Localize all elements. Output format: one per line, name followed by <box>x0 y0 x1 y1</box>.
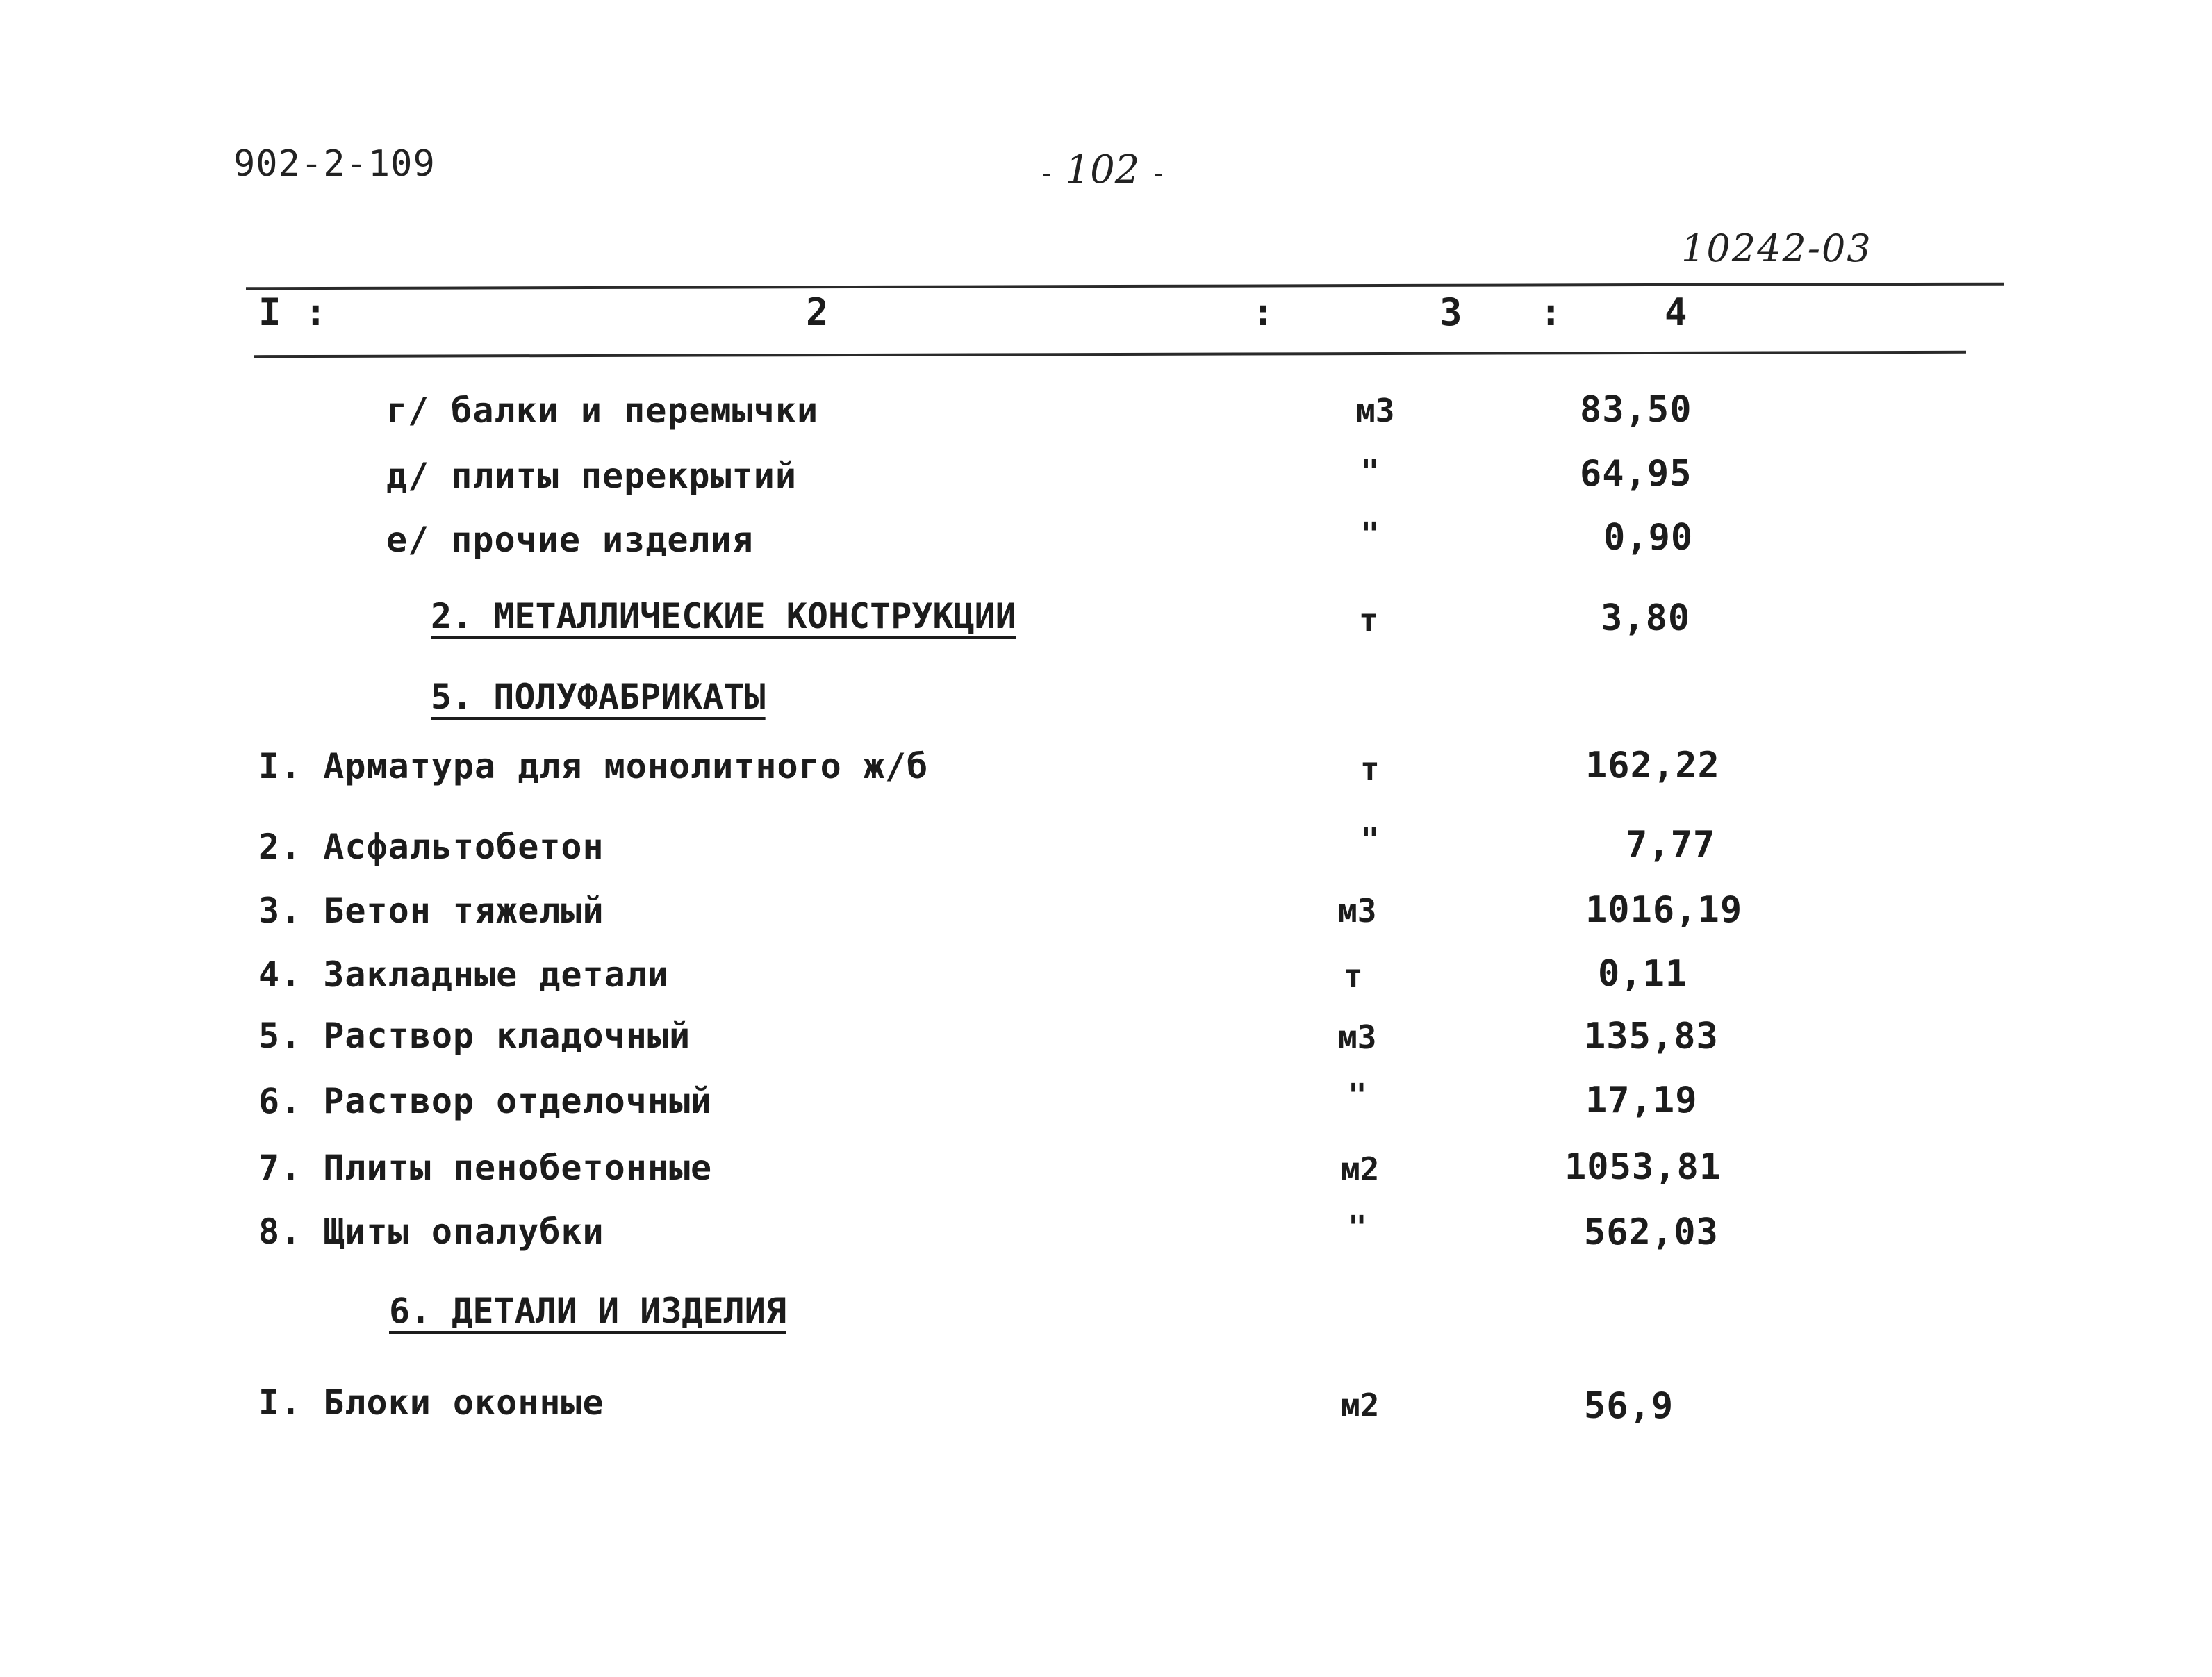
row-item-name: е/ прочие изделия <box>386 520 754 560</box>
row-item-name: I. Блоки оконные <box>258 1382 604 1423</box>
section-heading-parts-and-products: 6. ДЕТАЛИ И ИЗДЕЛИЯ <box>389 1291 786 1331</box>
row-item-unit: м3 <box>1356 392 1395 429</box>
row-item-name: 2. Асфальтобетон <box>258 827 604 867</box>
row-item-unit: т <box>1360 750 1380 788</box>
page-number-dash-right: - <box>1153 158 1163 190</box>
row-item-unit: " <box>1348 1077 1367 1114</box>
row-item-name: 6. Раствор отделочный <box>258 1081 713 1121</box>
row-item-name: 3. Бетон тяжелый <box>258 891 604 931</box>
row-item-name: 8. Щиты опалубки <box>258 1212 604 1252</box>
row-item-quantity: 3,80 <box>1601 597 1691 639</box>
page-number-value: 102 <box>1065 147 1140 192</box>
row-item-unit: м3 <box>1338 1018 1377 1056</box>
row-item-quantity: 562,03 <box>1584 1212 1719 1253</box>
section-heading-semi-finished: 5. ПОЛУФАБРИКАТЫ <box>431 677 766 717</box>
row-item-unit: " <box>1360 821 1380 859</box>
row-item-quantity: 56,9 <box>1584 1385 1674 1427</box>
row-item-quantity: 135,83 <box>1584 1016 1719 1057</box>
row-item-unit: м2 <box>1341 1150 1380 1188</box>
row-item-quantity: 17,19 <box>1585 1080 1698 1121</box>
row-item-unit: м3 <box>1338 892 1377 930</box>
page-number <box>1028 147 1177 192</box>
table-header-col-3: 3 <box>1439 290 1462 334</box>
handwritten-reference: 10242-03 <box>1681 226 1872 270</box>
row-item-quantity: 1016,19 <box>1585 889 1743 931</box>
table-header-separator: : <box>1252 290 1275 334</box>
row-item-name: 4. Закладные детали <box>258 955 669 995</box>
table-header-bottom-rule <box>254 351 1966 358</box>
row-item-unit: " <box>1348 1209 1367 1246</box>
row-item-quantity: 162,22 <box>1585 745 1720 786</box>
row-item-unit: м2 <box>1341 1387 1380 1424</box>
row-item-quantity: 1053,81 <box>1565 1146 1722 1188</box>
document-code: 902-2-109 <box>233 143 436 185</box>
table-header-separator: : <box>304 290 327 334</box>
row-item-quantity: 64,95 <box>1580 453 1692 495</box>
row-item-unit: т <box>1359 602 1378 639</box>
row-item-name: 5. Раствор кладочный <box>258 1016 691 1056</box>
page-number-dash-left: - <box>1042 158 1052 190</box>
section-heading-metal-structures: 2. МЕТАЛЛИЧЕСКИЕ КОНСТРУКЦИИ <box>431 596 1016 636</box>
table-header-col-2: 2 <box>806 290 829 334</box>
row-item-unit: " <box>1360 453 1380 490</box>
row-item-name: 7. Плиты пенобетонные <box>258 1148 713 1188</box>
table-header-col-1: I <box>258 290 281 334</box>
row-item-unit: т <box>1344 957 1363 995</box>
row-item-unit: " <box>1360 515 1380 553</box>
row-item-name: г/ балки и перемычки <box>386 390 819 431</box>
row-item-quantity: 0,90 <box>1603 517 1694 559</box>
table-top-rule <box>246 283 2004 290</box>
row-item-quantity: 0,11 <box>1598 953 1688 995</box>
row-item-quantity: 83,50 <box>1580 389 1692 431</box>
row-item-quantity: 7,77 <box>1626 824 1716 866</box>
table-header-separator: : <box>1540 290 1562 334</box>
table-header-col-4: 4 <box>1665 290 1687 334</box>
row-item-name: д/ плиты перекрытий <box>386 456 797 496</box>
row-item-name: I. Арматура для монолитного ж/б <box>258 746 929 786</box>
